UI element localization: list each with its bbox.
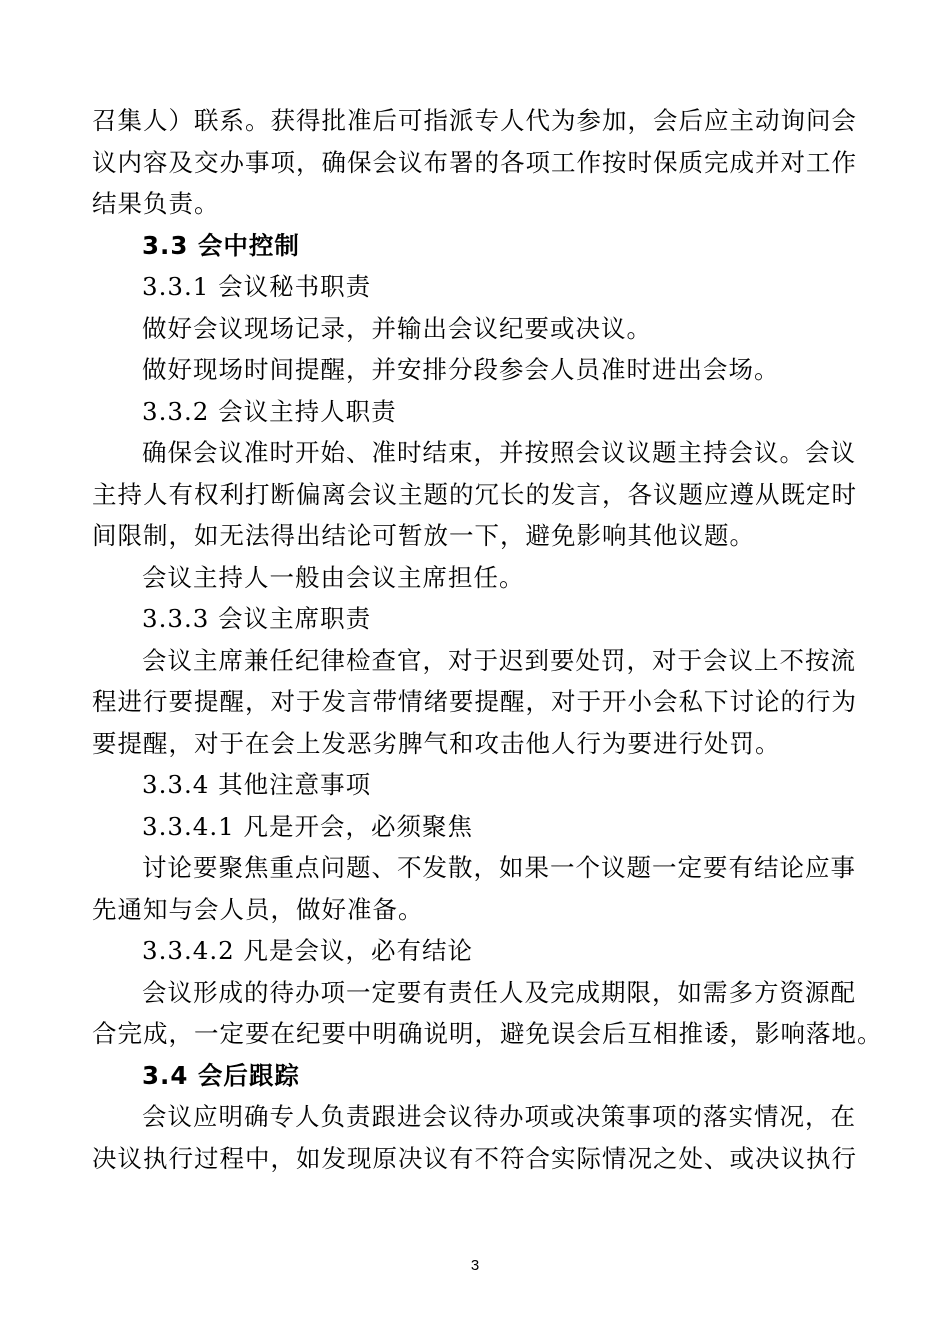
text-line: 做好现场时间提醒，并安排分段参会人员准时进出会场。 xyxy=(142,355,780,384)
text-line: 合完成，一定要在纪要中明确说明，避免误会后互相推诿，影响落地。 xyxy=(92,1019,883,1048)
text-line: 结果负责。 xyxy=(92,189,220,218)
section-heading: 3.4 会后跟踪 xyxy=(142,1060,300,1090)
text-line: 确保会议准时开始、准时结束，并按照会议议题主持会议。会议 xyxy=(142,438,856,467)
text-line: 做好会议现场记录，并输出会议纪要或决议。 xyxy=(142,313,652,343)
text-line: 3.3.4.1 凡是开会，必须聚焦 xyxy=(142,811,474,841)
text-line: 3.3.2 会议主持人职责 xyxy=(142,396,397,426)
text-line: 3.3.4.2 凡是会议，必有结论 xyxy=(142,936,474,965)
section-heading: 3.3 会中控制 xyxy=(142,230,300,260)
text-line: 主持人有权利打断偏离会议主题的冗长的发言，各议题应遵从既定时 xyxy=(92,479,857,509)
text-line: 召集人）联系。获得批准后可指派专人代为参加，会后应主动询问会 xyxy=(92,106,857,135)
page-number: 3 xyxy=(470,1257,480,1274)
text-line: 间限制，如无法得出结论可暂放一下，避免影响其他议题。 xyxy=(92,521,755,550)
text-line: 会议应明确专人负责跟进会议待办项或决策事项的落实情况，在 xyxy=(142,1102,856,1131)
text-line: 决议执行过程中，如发现原决议有不符合实际情况之处、或决议执行 xyxy=(92,1143,857,1173)
text-line: 要提醒，对于在会上发恶劣脾气和攻击他人行为要进行处罚。 xyxy=(92,728,781,758)
text-line: 议内容及交办事项，确保会议布署的各项工作按时保质完成并对工作 xyxy=(92,147,857,177)
text-line: 3.3.3 会议主席职责 xyxy=(142,604,372,633)
text-line: 先通知与会人员，做好准备。 xyxy=(92,894,424,924)
text-line: 讨论要聚焦重点问题、不发散，如果一个议题一定要有结论应事 xyxy=(142,853,856,882)
text-line: 会议主持人一般由会议主席担任。 xyxy=(142,562,525,592)
text-line: 会议形成的待办项一定要有责任人及完成期限，如需多方资源配 xyxy=(142,977,856,1007)
text-line: 3.3.4 其他注意事项 xyxy=(142,770,372,799)
text-line: 3.3.1 会议秘书职责 xyxy=(142,272,372,301)
document-body xyxy=(92,100,883,1179)
text-line: 程进行要提醒，对于发言带情绪要提醒，对于开小会私下讨论的行为 xyxy=(92,687,857,716)
text-line: 会议主席兼任纪律检查官，对于迟到要处罚，对于会议上不按流 xyxy=(142,645,856,675)
